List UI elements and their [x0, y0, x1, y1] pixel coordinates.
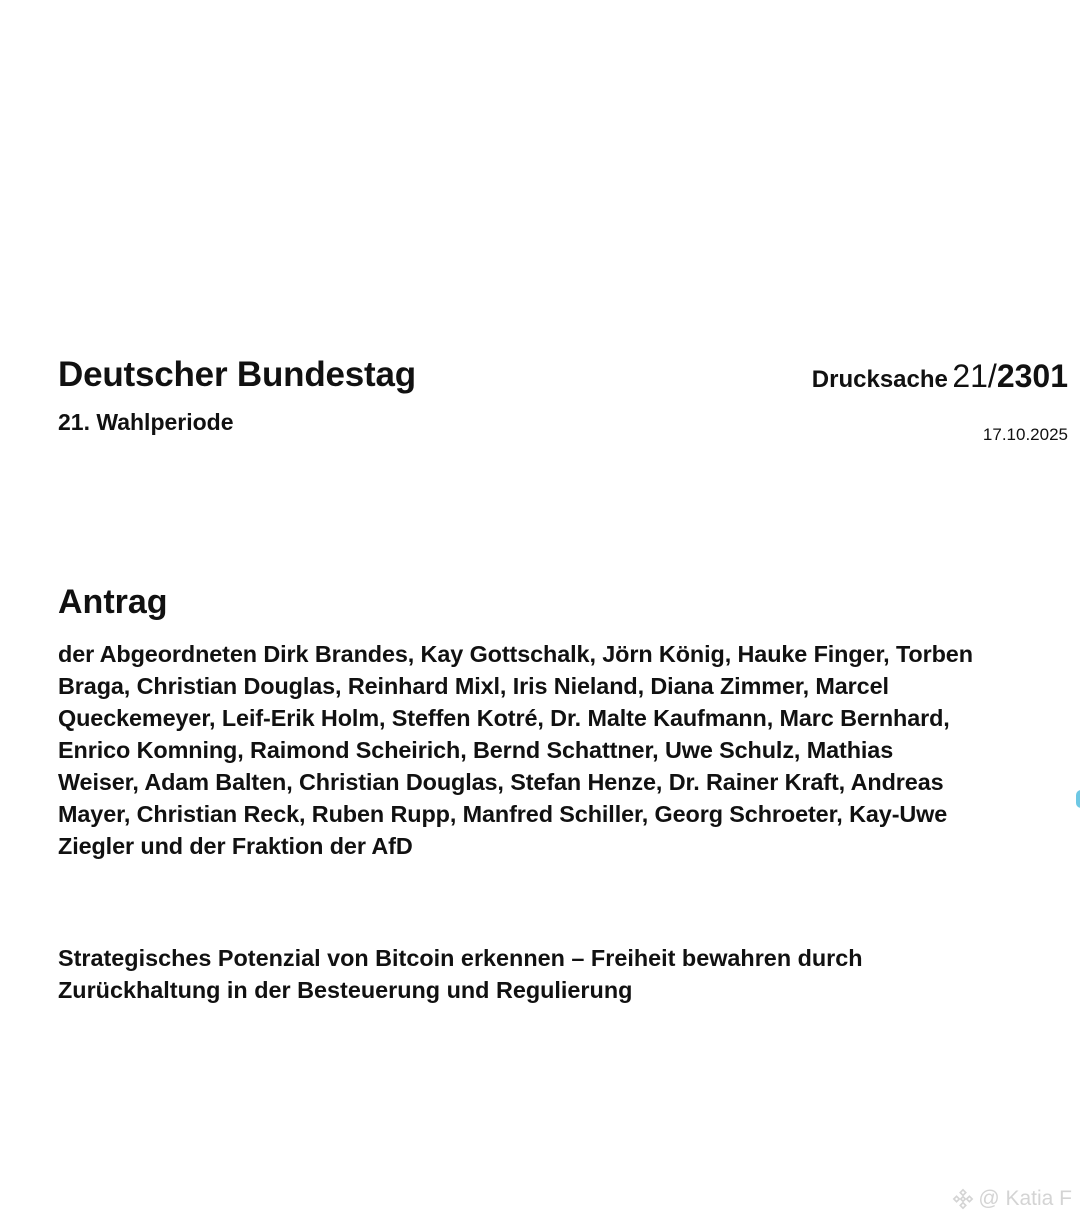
binance-square-icon	[952, 1188, 974, 1210]
election-period: 21. Wahlperiode	[58, 409, 234, 435]
document-title	[58, 942, 1058, 1006]
watermark-text: @ Katia F	[978, 1187, 1072, 1210]
drucksache-id: 2301	[996, 358, 1068, 394]
drucksache-label: Drucksache	[811, 366, 948, 393]
header-left	[58, 354, 416, 436]
drucksache-number	[812, 356, 1068, 403]
authors-line: Queckemeyer, Leif-Erik Holm, Steffen Kotré, Dr. Malte Kaufmann, Marc Bernhard,	[58, 705, 950, 731]
edge-scroll-indicator	[1076, 790, 1080, 808]
institution-name: Deutscher Bundestag	[58, 355, 416, 394]
authors-line: der Abgeordneten Dirk Brandes, Kay Gottschalk, Jörn König, Hauke Finger, Torben	[58, 641, 973, 667]
title-line: Zurückhaltung in der Besteuerung und Regulierung	[58, 977, 633, 1003]
drucksache-period: 21/	[952, 358, 997, 394]
authors-line: Mayer, Christian Reck, Ruben Rupp, Manfred Schiller, Georg Schroeter, Kay-Uwe	[58, 801, 948, 827]
authors-block	[58, 638, 1080, 862]
authors-line: Ziegler und der Fraktion der AfD	[58, 833, 413, 859]
document-type: Antrag	[58, 583, 168, 621]
authors-line: Braga, Christian Douglas, Reinhard Mixl, Iris Nieland, Diana Zimmer, Marcel	[58, 673, 889, 699]
authors-line: Weiser, Adam Balten, Christian Douglas, Stefan Henze, Dr. Rainer Kraft, Andreas	[58, 769, 944, 795]
document-date: 17.10.2025	[982, 425, 1068, 444]
header-right	[812, 356, 1068, 445]
watermark	[952, 1186, 1072, 1212]
authors-line: Enrico Komning, Raimond Scheirich, Bernd Schattner, Uwe Schulz, Mathias	[58, 737, 894, 763]
title-line: Strategisches Potenzial von Bitcoin erkennen – Freiheit bewahren durch	[58, 945, 863, 971]
